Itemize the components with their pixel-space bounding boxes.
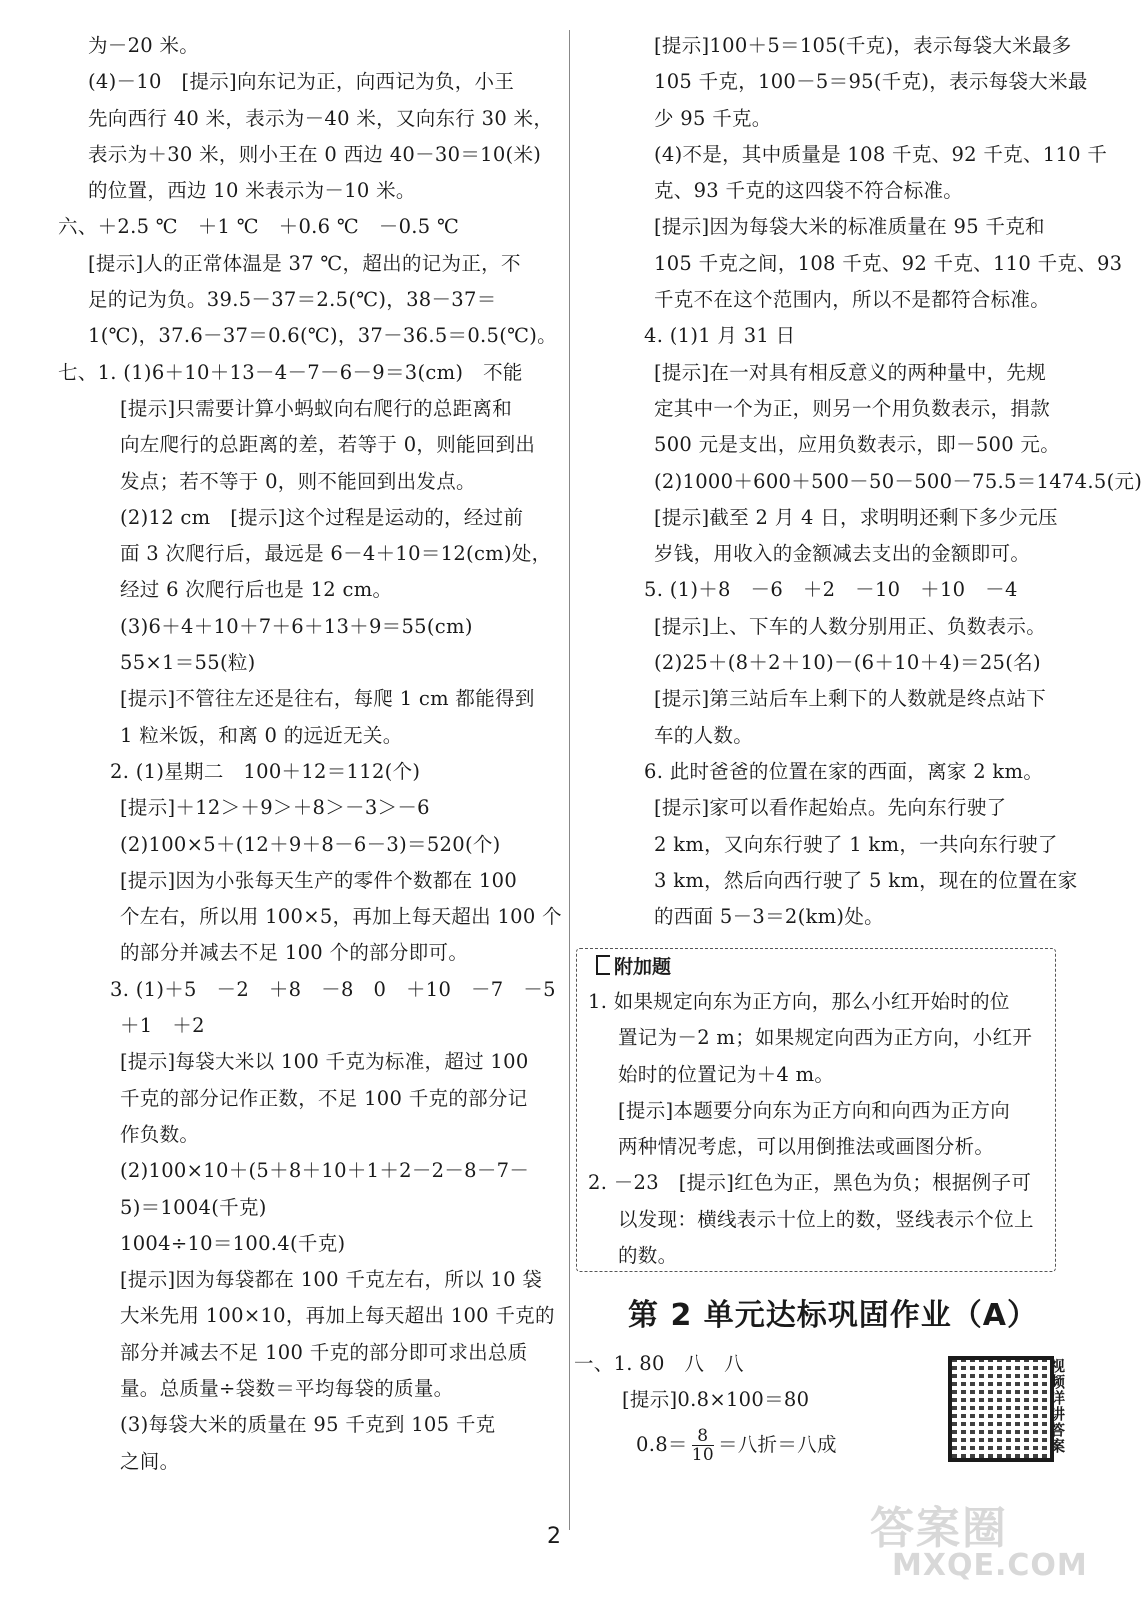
text-line: ＋1 ＋2	[120, 1014, 205, 1038]
text-line: 以发现：横线表示十位上的数，竖线表示个位上	[618, 1207, 1034, 1231]
text-line: [提示]＋12＞＋9＞＋8＞－3＞－6	[120, 796, 430, 820]
text-line: 3 km，然后向西行驶了 5 km，现在的位置在家	[654, 868, 1078, 892]
text-line: 1 粒米饭，和离 0 的远近无关。	[120, 723, 403, 747]
text-line: 1(℃)，37.6－37＝0.6(℃)，37－36.5＝0.5(℃)。	[88, 324, 557, 348]
text-line: [提示]因为小张每天生产的零件个数都在 100	[120, 868, 518, 892]
unit-answers	[574, 1346, 944, 1471]
text-line: (2)100×5＋(12＋9＋8－6－3)＝520(个)	[120, 832, 501, 856]
text-line: 为－20 米。	[88, 34, 200, 57]
text-line: 大米先用 100×10，再加上每天超出 100 千克的	[120, 1304, 555, 1328]
text-line: 4. (1)1 月 31 日	[644, 324, 796, 348]
text-line: 量。总质量÷袋数＝平均每袋的质量。	[120, 1376, 454, 1400]
text-line: 车的人数。	[654, 723, 754, 747]
text-line: (3)每袋大米的质量在 95 千克到 105 千克	[120, 1413, 496, 1437]
text-line: 千克的部分记作正数，不足 100 千克的部分记	[120, 1086, 528, 1110]
text-line: 的位置，西边 10 米表示为－10 米。	[88, 179, 416, 203]
text-line: 两种情况考虑，可以用倒推法或画图分析。	[618, 1135, 995, 1159]
text-line: 表示为＋30 米，则小王在 0 西边 40－30＝10(米)	[88, 142, 542, 166]
text-line: [提示]截至 2 月 4 日，求明明还剩下多少元压	[654, 505, 1058, 529]
answer-line: [提示]0.8×100＝80	[622, 1388, 810, 1412]
text-line: 2. －23 [提示]红色为正，黑色为负；根据例子可	[588, 1171, 1032, 1195]
text-line: 发点；若不等于 0，则不能回到出发点。	[120, 469, 476, 493]
text-line: (4)－10 [提示]向东记为正，向西记为负，小王	[88, 70, 515, 94]
watermark-logo: 答案圈	[870, 1503, 1008, 1554]
text-line: 500 元是支出，应用负数表示，即－500 元。	[654, 433, 1061, 457]
text-line: 定其中一个为正，则另一个用负数表示，捐款	[654, 396, 1051, 420]
text-line: 105 千克，100－5＝95(千克)，表示每袋大米最	[654, 70, 1088, 94]
text-line: 6. 此时爸爸的位置在家的西面，离家 2 km。	[644, 759, 1044, 783]
text-line: 2. (1)星期二 100＋12＝112(个)	[110, 759, 421, 783]
text-line: (2)100×10＋(5＋8＋10＋1＋2－2－8－7－	[120, 1159, 530, 1183]
fraction: $\frac{8}{10}$	[691, 1425, 714, 1465]
text-line: 5)＝1004(千克)	[120, 1195, 267, 1219]
text-line: 105 千克之间，108 千克、92 千克、110 千克、93	[654, 251, 1123, 275]
text-line: 向左爬行的总距离的差，若等于 0，则能回到出	[120, 433, 536, 457]
text-line: [提示]只需要计算小蚂蚁向右爬行的总距离和	[120, 396, 513, 420]
text-line: [提示]不管往左还是往右，每爬 1 cm 都能得到	[120, 687, 535, 711]
right-column	[592, 28, 1142, 935]
text-line: 置记为－2 m；如果规定向西为正方向，小红开	[618, 1026, 1033, 1050]
text-line: [提示]在一对具有相反意义的两种量中，先规	[654, 360, 1047, 384]
text-line: [提示]因为每袋都在 100 千克左右，所以 10 袋	[120, 1268, 543, 1292]
text-line: [提示]家可以看作起始点。先向东行驶了	[654, 796, 1007, 820]
text-line: 七、1. (1)6＋10＋13－4－7－6－9＝3(cm) 不能	[58, 360, 523, 384]
text-line: 少 95 千克。	[654, 106, 772, 130]
left-column	[58, 28, 560, 1480]
text-line: 的部分并减去不足 100 个的部分即可。	[120, 941, 469, 965]
text-line: (2)25＋(8＋2＋10)－(6＋10＋4)＝25(名)	[654, 651, 1041, 675]
answer-line: 一、1. 80 八 八	[574, 1352, 744, 1375]
text-line: 经过 6 次爬行后也是 12 cm。	[120, 578, 393, 602]
text-line: 先向西行 40 米，表示为－40 米，又向东行 30 米，	[88, 106, 554, 130]
text-line: 个左右，所以用 100×5，再加上每天超出 100 个	[120, 905, 562, 929]
text-line: 1004÷10＝100.4(千克)	[120, 1231, 346, 1255]
extra-questions-title: 附加题	[596, 952, 671, 979]
text-line: 六、＋2.5 ℃ ＋1 ℃ ＋0.6 ℃ －0.5 ℃	[58, 215, 460, 239]
text-line: 之间。	[120, 1449, 180, 1473]
text-line: 作负数。	[120, 1122, 200, 1146]
qr-code-icon[interactable]	[948, 1356, 1054, 1462]
text-line: 的西面 5－3＝2(km)处。	[654, 905, 884, 929]
text-line: 3. (1)＋5 －2 ＋8 －8 0 ＋10 －7 －5	[110, 977, 556, 1001]
page-number: 2	[547, 1524, 561, 1549]
text-line: [提示]100＋5＝105(千克)，表示每袋大米最多	[654, 34, 1072, 57]
text-line: [提示]第三站后车上剩下的人数就是终点站下	[654, 687, 1047, 711]
text-line: 55×1＝55(粒)	[120, 651, 256, 675]
text-line: 千克不在这个范围内，所以不是都符合标准。	[654, 288, 1051, 312]
text-line: [提示]本题要分向东为正方向和向西为正方向	[618, 1098, 1011, 1122]
text-line: 克、93 千克的这四袋不符合标准。	[654, 179, 964, 203]
text-line: 1. 如果规定向东为正方向，那么小红开始时的位	[588, 990, 1010, 1013]
column-divider	[569, 30, 570, 1530]
text-line: 的数。	[618, 1244, 678, 1268]
text-line: 部分并减去不足 100 千克的部分即可求出总质	[120, 1340, 528, 1364]
text-line: (4)不是，其中质量是 108 千克、92 千克、110 千	[654, 142, 1108, 166]
text-line: 岁钱，用收入的金额减去支出的金额即可。	[654, 542, 1031, 566]
text-line: [提示]因为每袋大米的标准质量在 95 千克和	[654, 215, 1045, 239]
qr-label: 视频详讲答案	[1050, 1357, 1066, 1455]
text-line: 2 km，又向东行驶了 1 km，一共向东行驶了	[654, 832, 1058, 856]
text-line: 5. (1)＋8 －6 ＋2 －10 ＋10 －4	[644, 578, 1018, 602]
bookmark-icon	[596, 955, 610, 975]
text-line: [提示]上、下车的人数分别用正、负数表示。	[654, 614, 1047, 638]
watermark-url: MXQE.COM	[892, 1548, 1088, 1583]
text-line: 面 3 次爬行后，最远是 6－4＋10＝12(cm)处，	[120, 542, 552, 566]
fraction-line: 0.8＝ $\frac{8}{10}$ ＝八折＝八成	[636, 1425, 837, 1465]
text-line: (2)1000＋600＋500－50－500－75.5＝1474.5(元)	[654, 469, 1142, 493]
text-line: 始时的位置记为＋4 m。	[618, 1062, 835, 1086]
extra-questions-content	[588, 984, 1054, 1274]
text-line: (2)12 cm [提示]这个过程是运动的，经过前	[120, 505, 524, 529]
text-line: [提示]每袋大米以 100 千克为标准，超过 100	[120, 1050, 529, 1074]
text-line: [提示]人的正常体温是 37 ℃，超出的记为正，不	[88, 251, 521, 275]
text-line: (3)6＋4＋10＋7＋6＋13＋9＝55(cm)	[120, 614, 473, 638]
unit-title: 第 2 单元达标巩固作业（A）	[628, 1298, 1038, 1333]
text-line: 足的记为负。39.5－37＝2.5(℃)，38－37＝	[88, 288, 497, 312]
